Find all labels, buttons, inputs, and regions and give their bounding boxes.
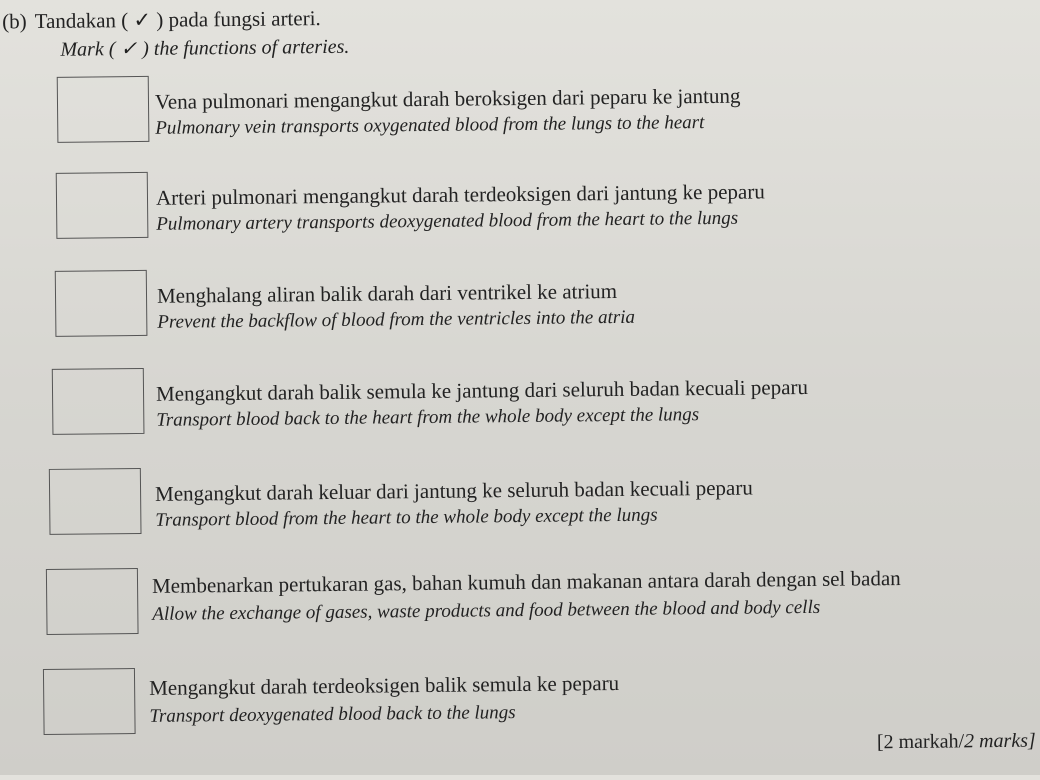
option-item xyxy=(0,359,1040,450)
question-heading xyxy=(2,6,321,33)
question-number: (b) xyxy=(2,9,27,34)
option-text-malay: Membenarkan pertukaran gas, bahan kumuh dan makanan antara darah dengan sel badan xyxy=(151,566,901,598)
instruction-english: Mark ( ✓ ) the functions of arteries. xyxy=(60,35,350,61)
option-text-malay: Mengangkut darah terdeoksigen balik semula ke peparu xyxy=(148,670,620,700)
marks-malay: [2 markah/ xyxy=(876,730,965,754)
instruction-malay: Tandakan ( ✓ ) pada fungsi arteri. xyxy=(34,6,321,34)
answer-checkbox[interactable] xyxy=(57,76,150,143)
option-text-english: Prevent the backflow of blood from the ventricles into the atria xyxy=(157,306,636,333)
answer-checkbox[interactable] xyxy=(52,368,145,435)
option-text-malay: Vena pulmonari mengangkut darah beroksigen dari peparu ke jantung xyxy=(154,83,741,114)
answer-checkbox[interactable] xyxy=(55,270,148,337)
option-item xyxy=(1,459,1040,550)
option-text-english: Allow the exchange of gases, waste products and food between the blood and body cells xyxy=(152,596,821,625)
option-text-malay: Menghalang aliran balik darah dari ventrikel ke atrium xyxy=(156,278,618,308)
option-text-malay: Arteri pulmonari mengangkut darah terdeoksigen dari jantung ke peparu xyxy=(155,179,765,210)
option-text-english: Transport blood from the heart to the whole body except the lungs xyxy=(155,504,658,531)
option-item xyxy=(0,65,1037,156)
option-item xyxy=(0,261,1040,352)
option-item xyxy=(2,559,1040,650)
option-text-malay: Mengangkut darah balik semula ke jantung dari seluruh badan kecuali peparu xyxy=(155,374,809,406)
option-item xyxy=(0,163,1039,254)
marks-english: 2 marks] xyxy=(963,729,1036,753)
option-text-english: Transport blood back to the heart from the whole body except the lungs xyxy=(156,404,700,431)
answer-checkbox[interactable] xyxy=(56,172,149,239)
answer-checkbox[interactable] xyxy=(46,568,139,635)
marks-allocation xyxy=(877,730,1036,755)
option-text-english: Pulmonary vein transports oxygenated blood from the lungs to the heart xyxy=(155,112,705,139)
option-text-english: Pulmonary artery transports deoxygenated blood from the heart to the lungs xyxy=(156,207,739,235)
answer-checkbox[interactable] xyxy=(43,668,136,735)
option-text-english: Transport deoxygenated blood back to the lungs xyxy=(149,702,516,727)
option-text-malay: Mengangkut darah keluar dari jantung ke seluruh badan kecuali peparu xyxy=(154,475,753,506)
answer-checkbox[interactable] xyxy=(49,468,142,535)
